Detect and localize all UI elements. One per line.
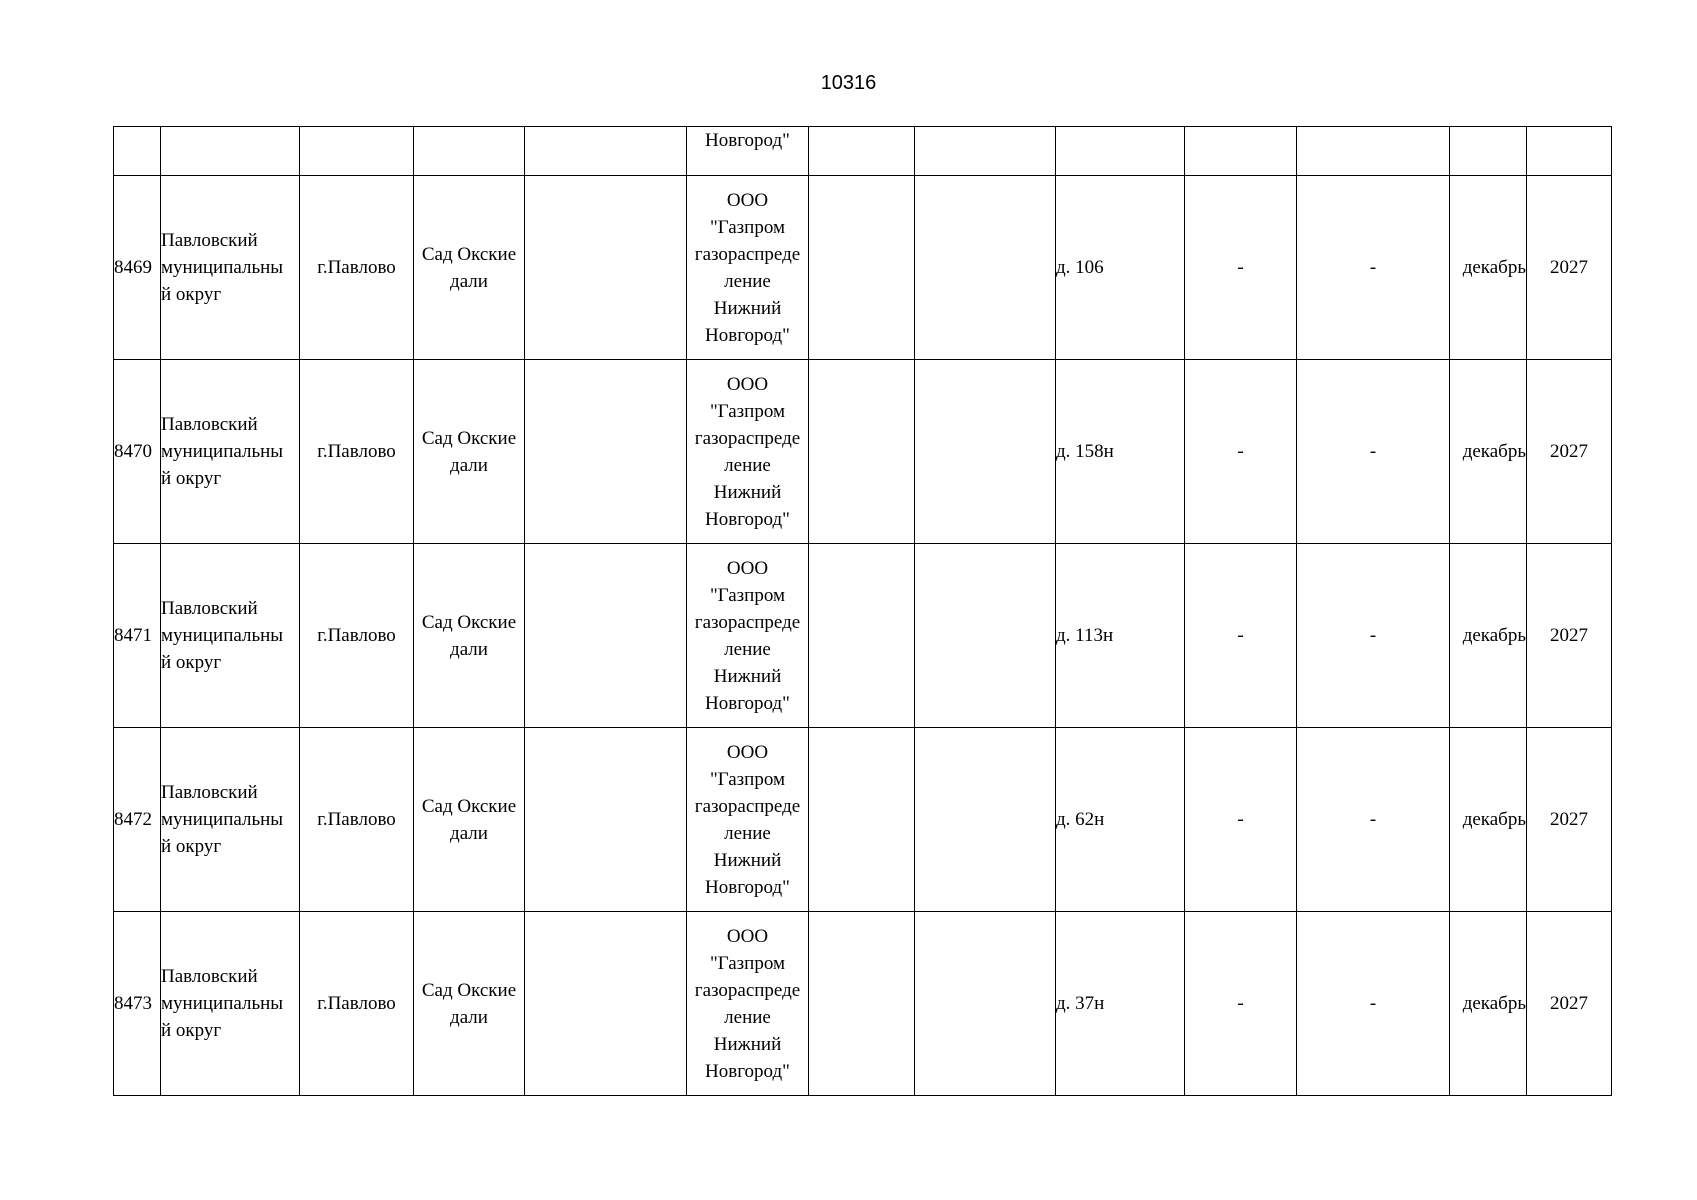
house-cell: д. 62н — [1056, 728, 1185, 912]
city-cell: г.Павлово — [300, 912, 414, 1096]
month-cell: декабрь — [1450, 728, 1527, 912]
street-line: дали — [450, 270, 488, 292]
city-cell: г.Павлово — [300, 544, 414, 728]
district-line: Павловский — [161, 414, 258, 435]
street-line: Сад Окские — [421, 795, 517, 817]
organization-line: "Газпром — [709, 216, 786, 238]
empty-cell — [915, 360, 1056, 544]
street-cell — [414, 127, 525, 176]
year-cell: 2027 — [1527, 176, 1612, 360]
organization-line: Нижний — [713, 1033, 782, 1055]
num-cell: 8472 — [114, 728, 161, 912]
street-line: Сад Окские — [421, 243, 517, 265]
organization-line: Нижний — [713, 481, 782, 503]
city-cell: г.Павлово — [300, 360, 414, 544]
organization-line: ООО — [726, 557, 769, 579]
organization-line: "Газпром — [709, 952, 786, 974]
table-row — [114, 912, 1612, 1096]
district-line: й округ — [161, 652, 222, 673]
dash-cell — [1297, 127, 1450, 176]
organization-line: газораспреде — [694, 427, 801, 449]
organization-line: газораспреде — [694, 795, 801, 817]
organization-line: Нижний — [713, 665, 782, 687]
year-cell: 2027 — [1527, 912, 1612, 1096]
empty-cell — [525, 728, 687, 912]
organization-line: ление — [724, 638, 771, 660]
num-cell — [114, 127, 161, 176]
district-line: Павловский — [161, 782, 258, 803]
empty-cell — [525, 912, 687, 1096]
organization-line: ление — [724, 1006, 771, 1028]
dash-cell: - — [1297, 176, 1450, 360]
organization-cell — [687, 544, 809, 728]
empty-cell — [525, 127, 687, 176]
organization-cell — [687, 728, 809, 912]
house-cell: д. 158н — [1056, 360, 1185, 544]
organization-line: ООО — [726, 189, 769, 211]
district-line: муниципальны — [161, 257, 284, 278]
year-cell: 2027 — [1527, 544, 1612, 728]
num-cell: 8471 — [114, 544, 161, 728]
organization-line: Новгород" — [705, 1060, 790, 1082]
dash-cell: - — [1185, 544, 1297, 728]
dash-cell: - — [1297, 912, 1450, 1096]
organization-line: "Газпром — [709, 768, 786, 790]
organization-line: ление — [724, 822, 771, 844]
house-cell: д. 113н — [1056, 544, 1185, 728]
table-row — [114, 544, 1612, 728]
organization-line: Новгород" — [705, 324, 790, 346]
organization-line: Нижний — [713, 297, 782, 319]
district-line: й округ — [161, 468, 222, 489]
district-line: Павловский — [161, 966, 258, 987]
organization-cell — [687, 912, 809, 1096]
district-line: Павловский — [161, 598, 258, 619]
empty-cell — [915, 912, 1056, 1096]
district-line: й округ — [161, 284, 222, 305]
district-cell — [161, 360, 300, 544]
month-cell — [1450, 127, 1527, 176]
dash-cell: - — [1185, 176, 1297, 360]
month-cell: декабрь — [1450, 544, 1527, 728]
continuation-row — [114, 127, 1612, 176]
num-cell: 8470 — [114, 360, 161, 544]
dash-cell: - — [1297, 544, 1450, 728]
dash-cell: - — [1297, 360, 1450, 544]
street-line: дали — [450, 1006, 488, 1028]
year-cell: 2027 — [1527, 360, 1612, 544]
dash-cell — [1185, 127, 1297, 176]
dash-cell: - — [1297, 728, 1450, 912]
num-cell: 8469 — [114, 176, 161, 360]
month-cell: декабрь — [1450, 360, 1527, 544]
street-cell — [414, 360, 525, 544]
organization-line: Новгород" — [705, 692, 790, 714]
page-number: 10316 — [820, 72, 877, 94]
organization-cell — [687, 176, 809, 360]
district-cell — [161, 728, 300, 912]
organization-line: ООО — [726, 373, 769, 395]
organization-line: "Газпром — [709, 584, 786, 606]
year-cell: 2027 — [1527, 728, 1612, 912]
empty-cell — [525, 176, 687, 360]
organization-line: Новгород" — [705, 508, 790, 530]
district-cell — [161, 544, 300, 728]
city-cell: г.Павлово — [300, 176, 414, 360]
street-line: Сад Окские — [421, 979, 517, 1001]
empty-cell — [525, 544, 687, 728]
house-cell — [1056, 127, 1185, 176]
table-row — [114, 360, 1612, 544]
registry-table — [113, 126, 1612, 1096]
street-line: дали — [450, 454, 488, 476]
house-cell: д. 37н — [1056, 912, 1185, 1096]
district-line: муниципальны — [161, 441, 284, 462]
district-cell — [161, 127, 300, 176]
district-line: й округ — [161, 836, 222, 857]
city-cell: г.Павлово — [300, 728, 414, 912]
table-row — [114, 728, 1612, 912]
district-line: муниципальны — [161, 625, 284, 646]
empty-cell — [809, 176, 915, 360]
empty-cell — [809, 127, 915, 176]
dash-cell: - — [1185, 912, 1297, 1096]
street-line: Сад Окские — [421, 427, 517, 449]
empty-cell — [525, 360, 687, 544]
month-cell: декабрь — [1450, 176, 1527, 360]
street-cell — [414, 544, 525, 728]
organization-line: Новгород" — [705, 876, 790, 898]
street-cell — [414, 912, 525, 1096]
street-line: дали — [450, 822, 488, 844]
street-cell — [414, 728, 525, 912]
district-line: муниципальны — [161, 993, 284, 1014]
table-row — [114, 176, 1612, 360]
street-line: дали — [450, 638, 488, 660]
empty-cell — [809, 912, 915, 1096]
dash-cell: - — [1185, 360, 1297, 544]
district-line: Павловский — [161, 230, 258, 251]
city-cell — [300, 127, 414, 176]
organization-line: газораспреде — [694, 611, 801, 633]
empty-cell — [809, 360, 915, 544]
empty-cell — [915, 176, 1056, 360]
empty-cell — [809, 544, 915, 728]
organization-line: газораспреде — [694, 243, 801, 265]
empty-cell — [915, 127, 1056, 176]
empty-cell — [809, 728, 915, 912]
house-cell: д. 106 — [1056, 176, 1185, 360]
organization-line: ление — [724, 454, 771, 476]
organization-line: Нижний — [713, 849, 782, 871]
district-cell — [161, 912, 300, 1096]
dash-cell: - — [1185, 728, 1297, 912]
year-cell — [1527, 127, 1612, 176]
month-cell: декабрь — [1450, 912, 1527, 1096]
organization-cell — [687, 360, 809, 544]
organization-line: ООО — [726, 741, 769, 763]
district-line: й округ — [161, 1020, 222, 1041]
organization-line: ление — [724, 270, 771, 292]
organization-line: ООО — [726, 925, 769, 947]
empty-cell — [915, 544, 1056, 728]
street-line: Сад Окские — [421, 611, 517, 633]
num-cell: 8473 — [114, 912, 161, 1096]
district-cell — [161, 176, 300, 360]
organization-line: "Газпром — [709, 400, 786, 422]
street-cell — [414, 176, 525, 360]
organization-line: газораспреде — [694, 979, 801, 1001]
district-line: муниципальны — [161, 809, 284, 830]
empty-cell — [915, 728, 1056, 912]
organization-cell: Новгород" — [687, 127, 809, 176]
